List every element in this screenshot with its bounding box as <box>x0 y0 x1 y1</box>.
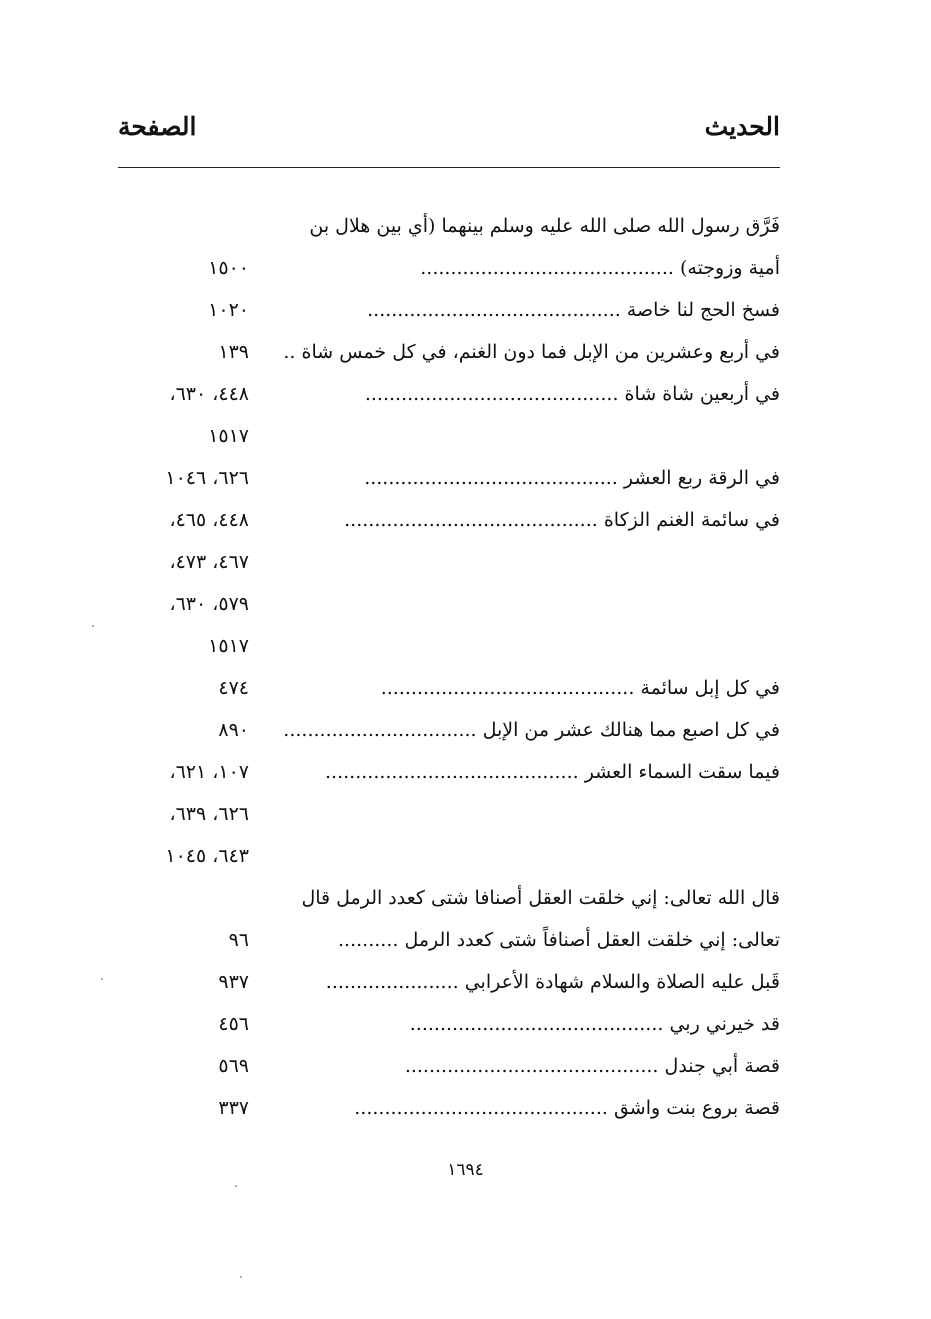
entry-title: في الرقة ربع العشر .......................................... <box>364 467 780 489</box>
entry-title: قصة أبي جندل .......................................... <box>404 1055 780 1077</box>
entry-title: قصة بروع بنت واشق .......................................... <box>354 1097 780 1119</box>
entry-title: قال الله تعالى: إني خلقت العقل أصنافا شتى كعدد الرمل قال <box>301 887 780 909</box>
entry-page-numbers: ٥٦٩ <box>218 1055 249 1077</box>
index-entry-row <box>0 542 931 582</box>
index-entry-row <box>0 416 931 456</box>
column-heading-hadith: الحديث <box>704 112 780 141</box>
index-entry-row <box>0 794 931 834</box>
entry-page-numbers: ٤٦٧، ٤٧٣، <box>169 551 249 573</box>
index-entry-row <box>0 1088 931 1128</box>
index-entry-row <box>0 920 931 960</box>
entry-page-numbers: ١٠٧، ٦٢١، <box>169 761 249 783</box>
page-number: ١٦٩٤ <box>447 1160 484 1180</box>
index-entry-row <box>0 1046 931 1086</box>
entry-page-numbers: ٨٩٠ <box>218 719 249 741</box>
entry-title: في سائمة الغنم الزكاة .......................................... <box>344 509 780 531</box>
scan-speck <box>240 1276 242 1278</box>
entry-page-numbers: ١٥١٧ <box>208 425 249 447</box>
scan-speck <box>235 1185 237 1187</box>
entry-title: تعالى: إني خلقت العقل أصنافاً شتى كعدد الرمل .......... <box>338 929 780 951</box>
entry-title: فسخ الحج لنا خاصة .......................................... <box>367 299 780 321</box>
index-entry-row <box>0 710 931 750</box>
entry-page-numbers: ٣٣٧ <box>218 1097 249 1119</box>
index-entry-row <box>0 290 931 330</box>
entry-title: فيما سقت السماء العشر .......................................... <box>325 761 780 783</box>
index-entry-row <box>0 500 931 540</box>
index-entry-row <box>0 878 931 918</box>
entry-page-numbers: ١٠٢٠ <box>208 299 249 321</box>
entry-page-numbers: ٦٢٦، ١٠٤٦ <box>165 467 249 489</box>
index-entry-row <box>0 668 931 708</box>
entry-page-numbers: ٩٣٧ <box>218 971 249 993</box>
scan-speck <box>92 625 94 627</box>
index-header <box>118 112 780 152</box>
header-divider <box>118 167 780 168</box>
index-entry-row <box>0 962 931 1002</box>
column-heading-page: الصفحة <box>118 112 197 141</box>
entry-page-numbers: ٤٥٦ <box>218 1013 249 1035</box>
index-entry-row <box>0 626 931 666</box>
entry-page-numbers: ٤٤٨، ٦٣٠، <box>169 383 249 405</box>
index-entry-row <box>0 374 931 414</box>
index-entry-row <box>0 584 931 624</box>
entry-page-numbers: ٩٦ <box>228 929 249 951</box>
entry-title: في أربع وعشرين من الإبل فما دون الغنم، في كل خمس شاة .. <box>283 341 780 363</box>
entry-title: فَرَّق رسول الله صلى الله عليه وسلم بينهما (أي بين هلال بن <box>309 215 780 237</box>
entry-page-numbers: ٤٧٤ <box>218 677 249 699</box>
index-entry-row <box>0 458 931 498</box>
index-entry-row <box>0 248 931 288</box>
index-entry-row <box>0 836 931 876</box>
entry-title: في كل إبل سائمة .......................................... <box>380 677 780 699</box>
entry-title: في أربعين شاة شاة .......................................... <box>364 383 780 405</box>
entry-title: قد خيرني ربي .......................................... <box>409 1013 780 1035</box>
entry-page-numbers: ٦٢٦، ٦٣٩، <box>169 803 249 825</box>
entry-page-numbers: ١٥١٧ <box>208 635 249 657</box>
index-entry-row <box>0 752 931 792</box>
index-entry-row <box>0 206 931 246</box>
index-entry-row <box>0 332 931 372</box>
index-entry-row <box>0 1004 931 1044</box>
entry-page-numbers: ١٥٠٠ <box>208 257 249 279</box>
entry-page-numbers: ٦٤٣، ١٠٤٥ <box>165 845 249 867</box>
scan-speck <box>101 978 103 980</box>
entry-title: قَبل عليه الصلاة والسلام شهادة الأعرابي ...................... <box>325 971 780 993</box>
entry-page-numbers: ١٣٩ <box>218 341 249 363</box>
entry-title: أمية وزوجته) .......................................... <box>420 257 780 279</box>
entry-page-numbers: ٥٧٩، ٦٣٠، <box>169 593 249 615</box>
entry-page-numbers: ٤٤٨، ٤٦٥، <box>169 509 249 531</box>
entry-title: في كل اصبع مما هنالك عشر من الإبل ................................ <box>283 719 780 741</box>
